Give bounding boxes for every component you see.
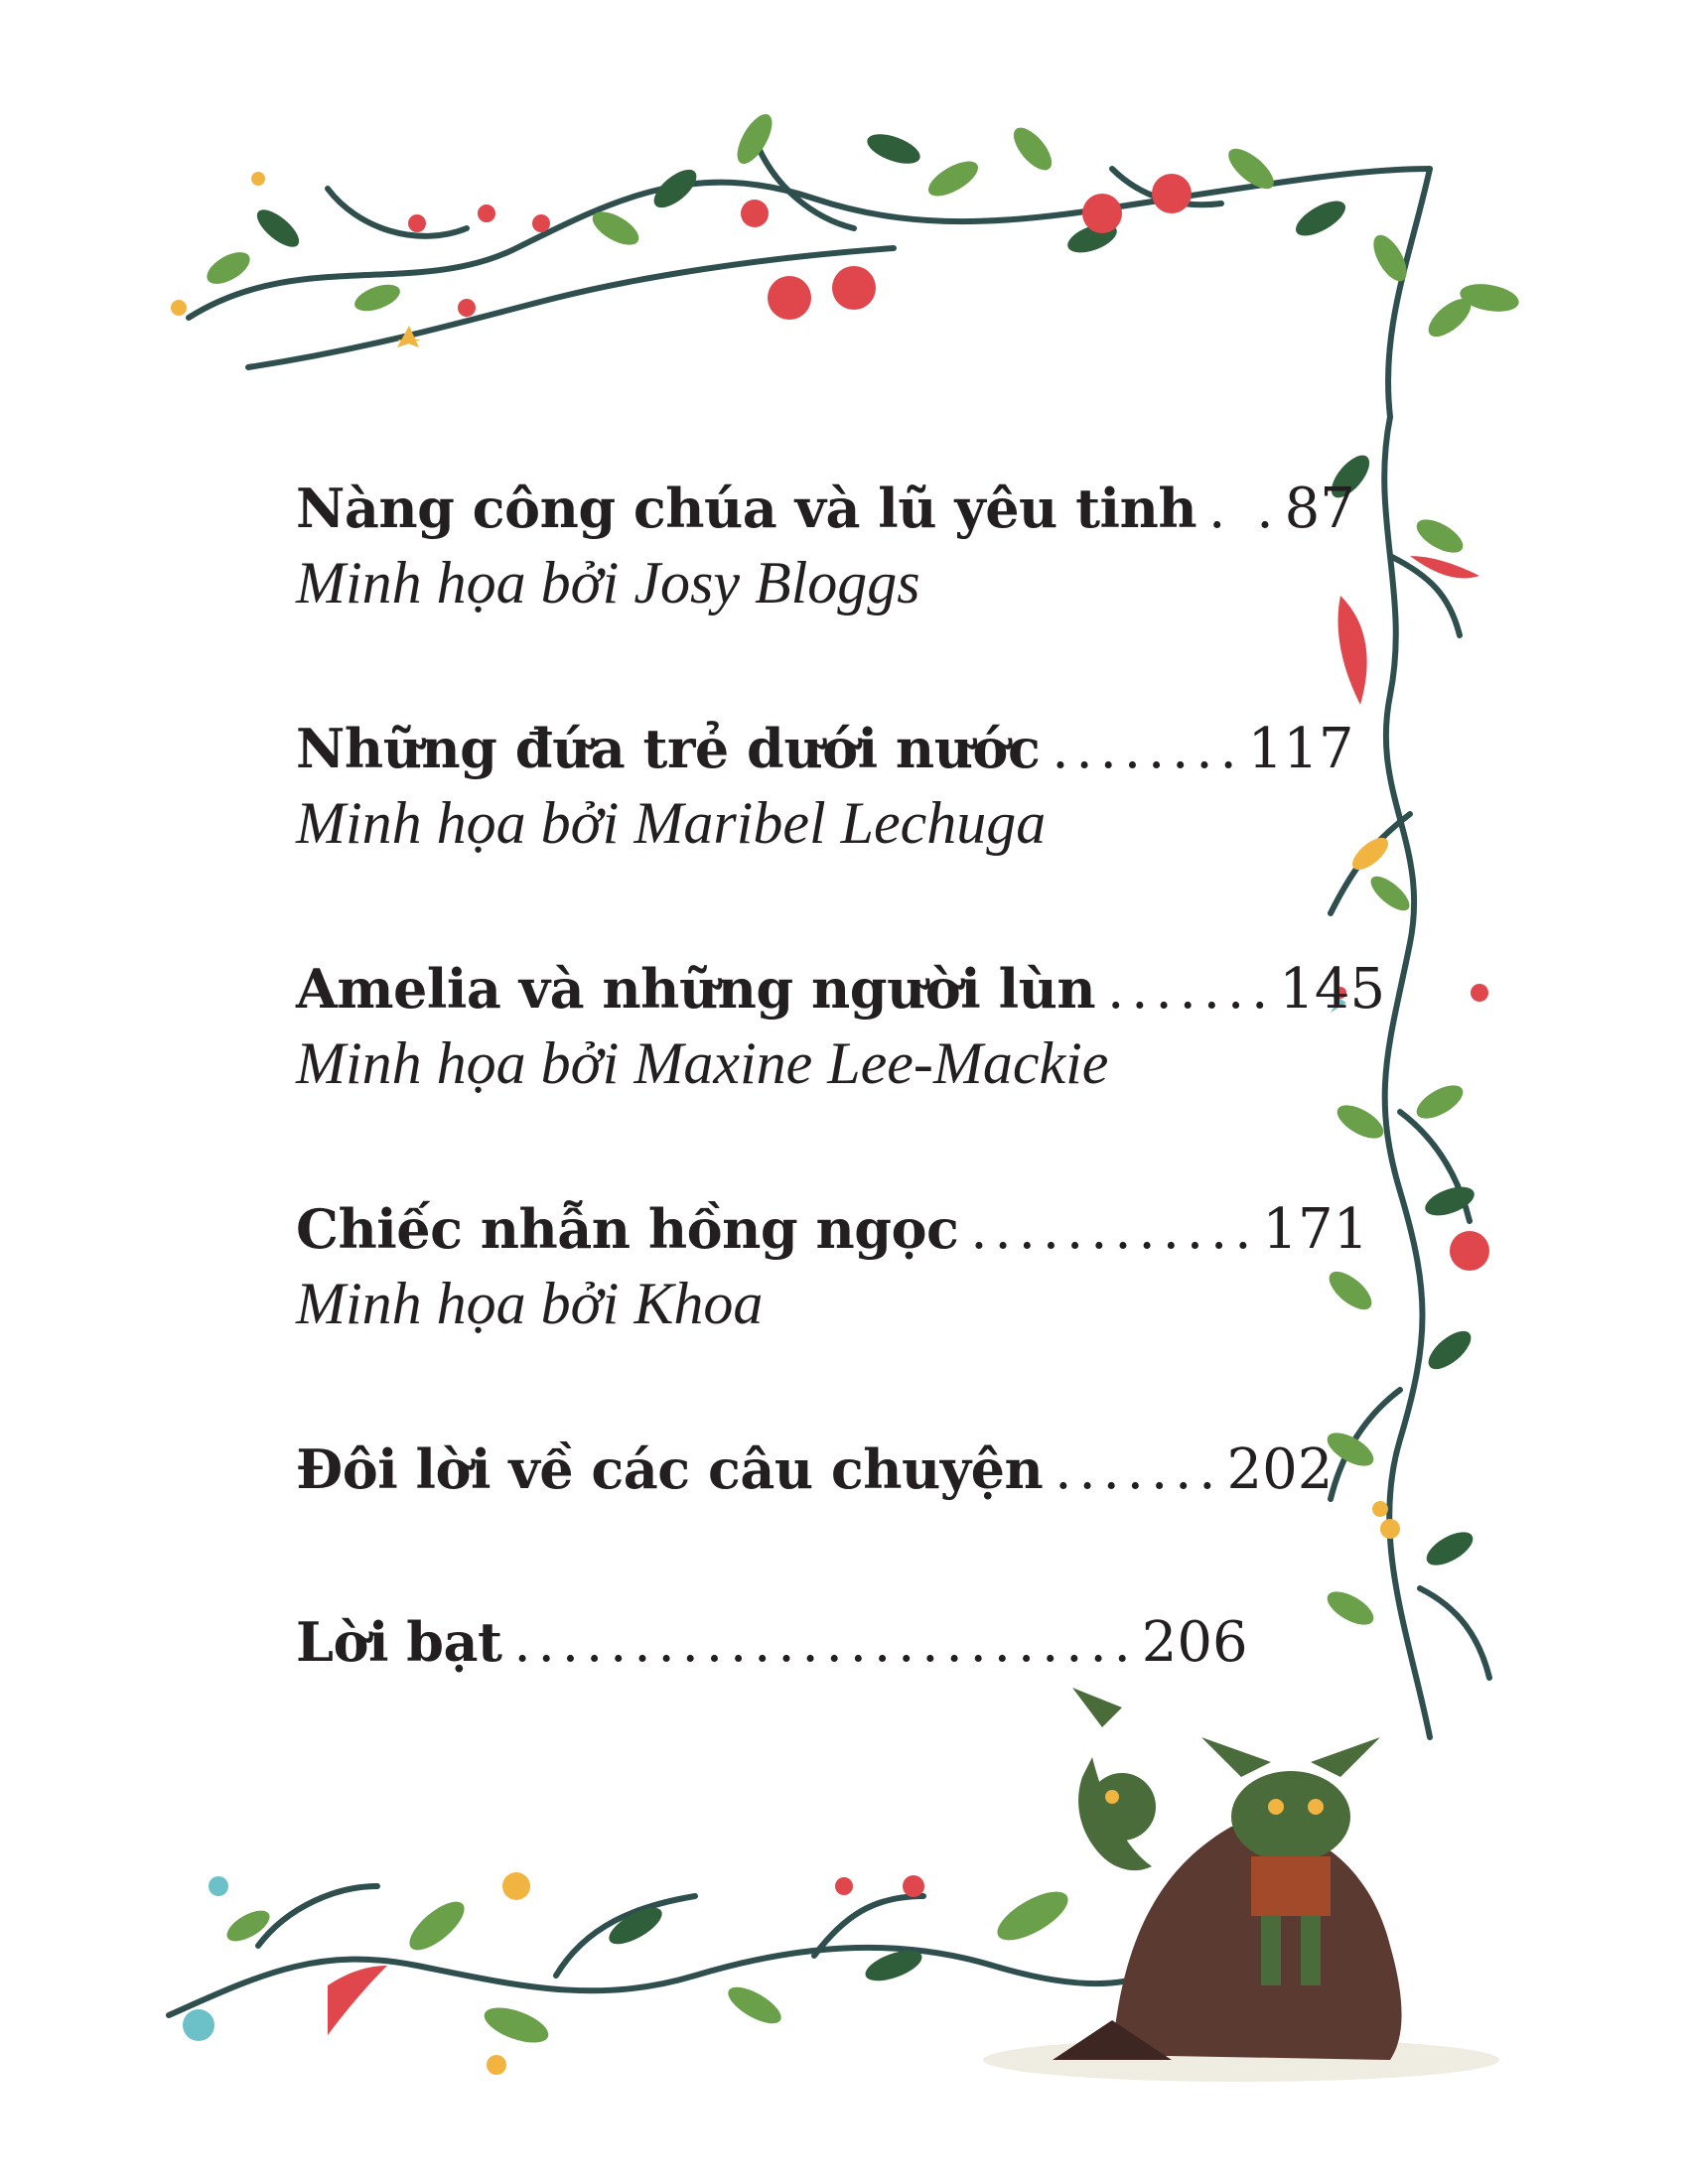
illustrator-credit: Minh họa bởi Khoa	[296, 1271, 764, 1336]
top-vine-decoration	[189, 139, 1430, 417]
page-number: 87	[1284, 477, 1355, 541]
illustrator-credit: Minh họa bởi Maribel Lechuga	[296, 790, 1047, 856]
page-number: 171	[1262, 1197, 1369, 1262]
dot-leader: .......	[1055, 1438, 1223, 1501]
toc-entry-5[interactable]	[296, 1437, 1334, 1502]
illustrator-credit: Minh họa bởi Maxine Lee-Mackie	[296, 1030, 1109, 1096]
toc-entry-6[interactable]	[296, 1610, 1309, 1675]
illustrator-credit: Minh họa bởi Josy Bloggs	[296, 550, 920, 615]
yellow-flower-icons	[171, 172, 421, 347]
toc-entry-1[interactable]	[296, 477, 1355, 617]
toc-entry-title: Chiếc nhẫn hồng ngọc	[296, 1197, 959, 1261]
toc-entry-4[interactable]	[296, 1197, 1369, 1338]
toc-entry-2[interactable]	[296, 717, 1354, 858]
right-leaves	[1322, 449, 1489, 1631]
page-number: 206	[1141, 1610, 1248, 1675]
toc-entry-3[interactable]	[296, 957, 1386, 1098]
dot-leader: . .	[1208, 478, 1281, 540]
toc-entry-title: Nàng công chúa và lũ yêu tinh	[296, 477, 1197, 540]
toc-entry-title: Những đứa trẻ dưới nước	[296, 717, 1041, 780]
dot-leader: ..........................	[513, 1611, 1138, 1674]
goblin-illustration	[983, 1688, 1499, 2082]
toc-entry-title: Lời bạt	[296, 1610, 502, 1674]
page-number: 145	[1279, 957, 1386, 1022]
toc-entry-title: Amelia và những người lùn	[296, 957, 1096, 1021]
toc-entry-title: Đôi lời về các câu chuyện	[296, 1437, 1044, 1501]
page-number: 202	[1226, 1437, 1334, 1502]
dot-leader: ........	[1052, 718, 1244, 780]
page-number: 117	[1247, 717, 1354, 781]
dot-leader: .......	[1107, 958, 1276, 1021]
dot-leader: ............	[970, 1198, 1259, 1261]
